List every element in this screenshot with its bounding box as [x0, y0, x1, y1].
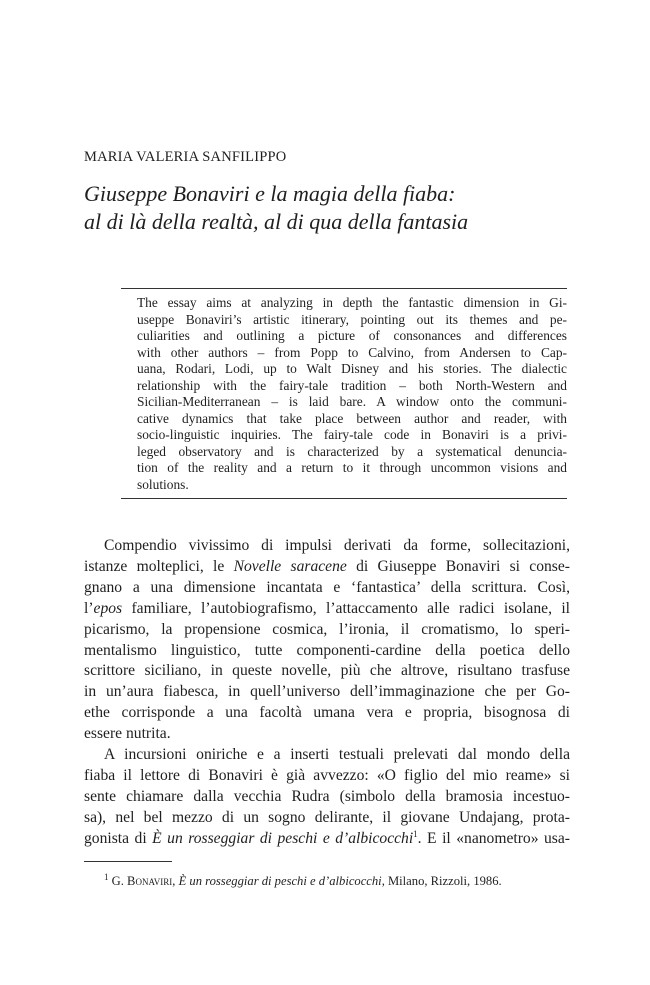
footnote-title: È un rosseggiar di peschi e d’albicocchi: [178, 874, 382, 888]
abstract-line: tion of the reality and a return to it through uncommon visions and: [137, 460, 567, 475]
body-line: picarismo, la propensione cosmica, l’ironia, il cromatismo, lo speri-: [84, 620, 570, 638]
italic-title: È un rosseggiar di peschi e d’albicocchi: [152, 829, 414, 847]
abstract-line: cative dynamics that take place between author and reader, with: [137, 410, 567, 426]
text-span: gonista di: [84, 829, 153, 847]
body-line: gnano a una dimensione incantata e ‘fantastica’ della scrittura. Così,: [84, 578, 570, 596]
title-line-1: Giuseppe Bonaviri e la magia della fiaba:: [84, 181, 456, 206]
italic-term: epos: [93, 599, 123, 617]
abstract-line: useppe Bonaviri’s artistic itinerary, pointing out its themes and pe-: [137, 311, 567, 327]
title-line-2: al di là della realtà, al di qua della fantasia: [84, 209, 469, 234]
article-title: [84, 180, 584, 236]
abstract-line: Sicilian-Mediterranean – is laid bare. A window onto the communi-: [137, 394, 567, 409]
body-line: ethe corrisponde a una facoltà umana vera e propria, bisognosa di: [84, 704, 570, 722]
abstract-line: leged observatory and is characterized by a systematical denuncia-: [137, 443, 567, 459]
abstract-line: socio-linguistic inquiries. The fairy-tale code in Bonaviri is a privi-: [137, 427, 567, 442]
footnote-rule: [84, 861, 172, 862]
body-line: essere nutrita.: [84, 725, 171, 743]
body-line: in un’aura fiabesca, in quell’universo dell’immaginazione che per Go-: [84, 683, 570, 701]
body-line: A incursioni oniriche e a inserti testuali prelevati dal mondo della: [104, 746, 570, 764]
abstract-text: [121, 289, 567, 498]
text-span: familiare, l’autobiografismo, l’attaccamento alle radici isolane, il: [122, 599, 570, 617]
body-line: fiaba il lettore di Bonaviri è già avvezzo: «O figlio del mio reame» si: [84, 766, 570, 784]
body-line: mentalismo linguistico, tutte componenti-cardine della poetica dello: [84, 641, 570, 659]
body-line: Compendio vivissimo di impulsi derivati da forme, sollecitazioni,: [104, 537, 570, 554]
body-line: [84, 599, 570, 620]
text-span: istanze molteplici, le: [84, 557, 234, 575]
text-span: ,: [172, 874, 179, 888]
author-name: MARIA VALERIA SANFILIPPO: [84, 149, 287, 165]
abstract-line: The essay aims at analyzing in depth the fantastic dimension in Gi-: [137, 295, 567, 310]
abstract-line: solutions.: [137, 476, 189, 492]
text-span: di Giuseppe Bonaviri si conse-: [346, 557, 570, 575]
abstract-line: uana, Rodari, Lodi, up to Walt Disney and his stories. The dialectic: [137, 361, 567, 376]
abstract-line: with other authors – from Popp to Calvino, from Andersen to Cap-: [137, 344, 567, 360]
italic-title: Novelle saracene: [233, 557, 347, 575]
body-line: [84, 829, 570, 850]
footnote-publication: , Milano, Rizzoli, 1986.: [381, 874, 502, 888]
body-text: [84, 536, 570, 850]
abstract-line: relationship with the fairy-tale tradition – both North-Western and: [137, 377, 567, 393]
body-line: sente chiamare dalla vecchia Rudra (simbolo della bramosia incestuo-: [84, 787, 570, 805]
body-line: scrittore siciliano, in queste novelle, più che altrove, risultano trasfuse: [84, 662, 570, 680]
abstract-box: [121, 288, 567, 499]
text-span: l’: [84, 599, 94, 617]
footnote-author: G. Bonaviri: [111, 874, 173, 888]
text-span: . E il «nanometro» usa-: [417, 829, 570, 847]
abstract-line: culiarities and outlining a picture of consonances and differences: [137, 328, 567, 343]
footnote-ref: 1: [413, 828, 418, 839]
footnote: [84, 873, 590, 889]
body-line: sa), nel bel mezzo di un sogno delirante, il giovane Undajang, prota-: [84, 808, 570, 826]
body-line: [84, 557, 570, 578]
footnote-marker: 1: [104, 871, 109, 882]
